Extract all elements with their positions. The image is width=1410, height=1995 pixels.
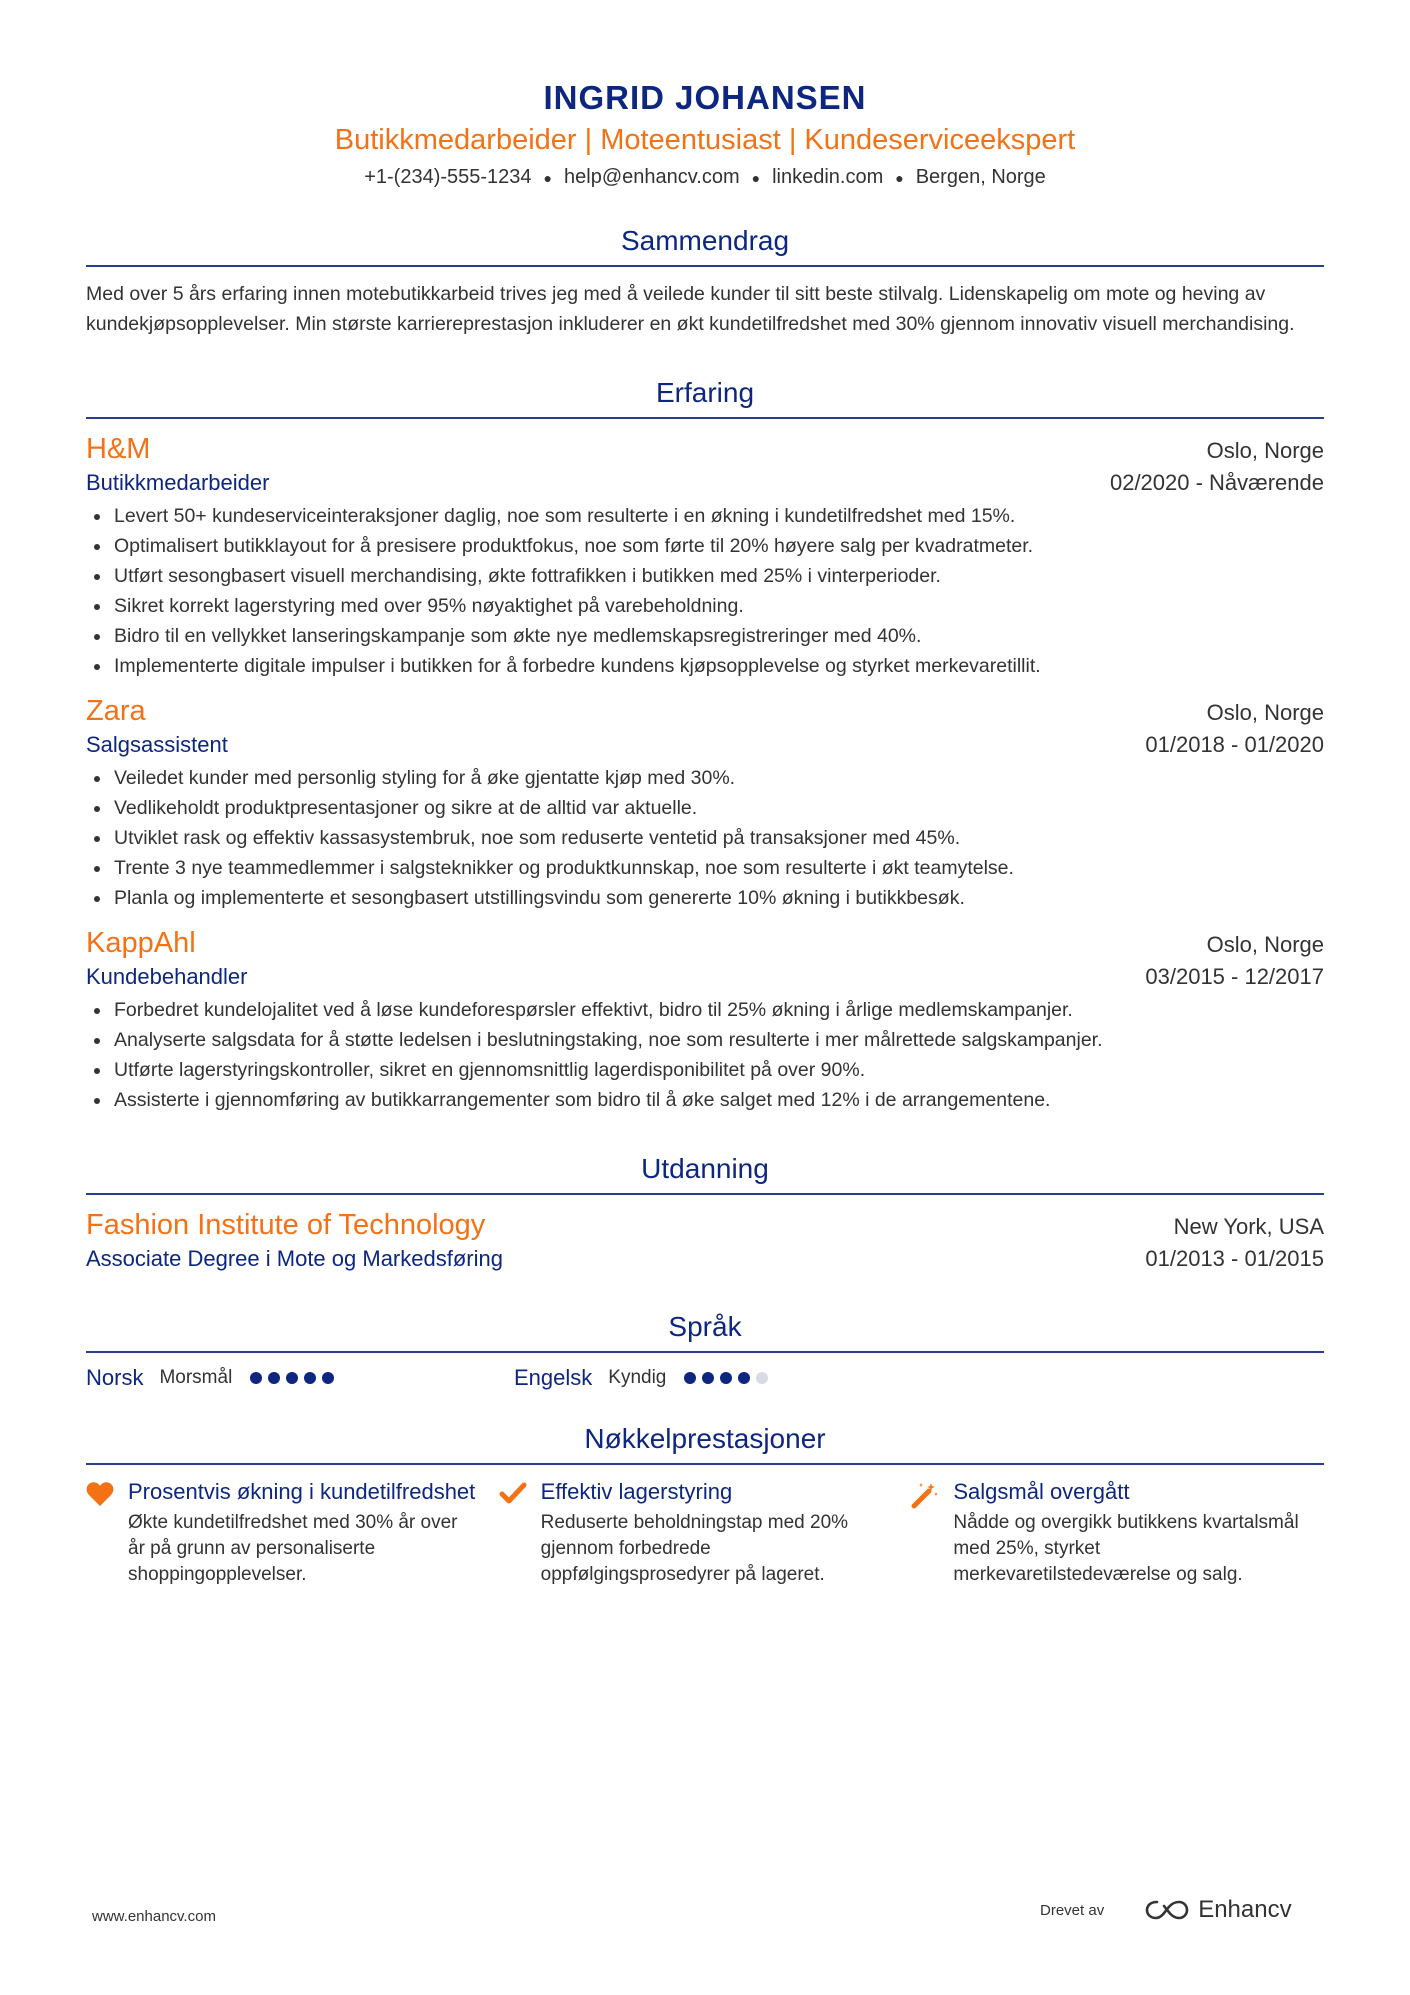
degree: Associate Degree i Mote og Markedsføring: [86, 1245, 503, 1271]
section-title: Språk: [86, 1307, 1324, 1353]
job-bullets: [86, 763, 1324, 913]
resume-header: [86, 0, 1324, 191]
resume-page: [86, 0, 1324, 1588]
rating-dot-filled: [322, 1372, 334, 1384]
bullet-item: Levert 50+ kundeserviceinteraksjoner daglig, noe som resulterte i en økning i kundetilfredshet med 15%.: [114, 501, 1324, 531]
language-item: [514, 1365, 942, 1391]
language-level: Morsmål: [159, 1366, 233, 1388]
language-item: [86, 1365, 514, 1391]
job-bullets: [86, 995, 1324, 1115]
section-title: Nøkkelprestasjoner: [86, 1419, 1324, 1465]
language-list: [86, 1365, 1324, 1391]
bullet-item: Forbedret kundelojalitet ved å løse kundeforespørsler effektivt, bidro til 25% økning i årlige medlemskampanjer.: [114, 995, 1324, 1025]
job-header-row: [86, 693, 1324, 729]
heart-icon: [86, 1477, 128, 1588]
education-header-row: [86, 1207, 1324, 1243]
rating-dot-filled: [268, 1372, 280, 1384]
separator-dot: ●: [751, 169, 761, 186]
achievements-section: [86, 1419, 1324, 1588]
job-location: Oslo, Norge: [1206, 437, 1324, 463]
linkedin-link[interactable]: linkedin.com: [772, 166, 884, 188]
language-level: Kyndig: [608, 1366, 667, 1388]
rating-dot-filled: [684, 1372, 696, 1384]
magic-wand-icon: [911, 1477, 953, 1588]
achievement-desc: Økte kundetilfredshet med 30% år over år på grunn av personaliserte shoppingopplevelser.: [128, 1511, 458, 1585]
bullet-item: Analyserte salgsdata for å støtte ledelsen i beslutningstaking, noe som resulterte i mer målrettede salgskampanjer.: [114, 1025, 1324, 1055]
job-role: Salgsassistent: [86, 731, 228, 757]
bullet-item: Trente 3 nye teammedlemmer i salgsteknikker og produktkunnskap, noe som resulterte i økt teamytelse.: [114, 853, 1324, 883]
bullet-item: Utført sesongbasert visuell merchandising, økte fottrafikken i butikken med 25% i vinterperioder.: [114, 561, 1324, 591]
job-role-row: [86, 961, 1324, 993]
powered-by-label: Drevet av: [1040, 1901, 1105, 1919]
education-entry: [86, 1207, 1324, 1275]
footer-branding: [1040, 1896, 1292, 1924]
languages-section: [86, 1307, 1324, 1391]
bullet-item: Bidro til en vellykket lanseringskampanje som økte nye medlemskapsregistreringer med 40%.: [114, 621, 1324, 651]
job-role: Butikkmedarbeider: [86, 469, 270, 495]
contact-line: [86, 164, 1324, 191]
rating-dot-filled: [738, 1372, 750, 1384]
bullet-item: Utførte lagerstyringskontroller, sikret en gjennomsnittlig lagerdisponibilitet på over 90%.: [114, 1055, 1324, 1085]
location: Bergen, Norge: [915, 166, 1046, 188]
brand-name: Enhancv: [1198, 1896, 1292, 1923]
check-icon: [499, 1477, 541, 1588]
achievement-title: Effektiv lagerstyring: [540, 1478, 733, 1504]
job-role: Kundebehandler: [86, 963, 248, 989]
language-rating: [684, 1372, 774, 1384]
rating-dot-filled: [286, 1372, 298, 1384]
bullet-item: Veiledet kunder med personlig styling for å øke gjentatte kjøp med 30%.: [114, 763, 1324, 793]
job-bullets: [86, 501, 1324, 681]
phone: +1-(234)-555-1234: [364, 166, 532, 188]
summary-section: [86, 221, 1324, 339]
email-link[interactable]: help@enhancv.com: [564, 166, 740, 188]
footer-website[interactable]: www.enhancv.com: [92, 1908, 216, 1925]
job-entry: [86, 925, 1324, 1115]
achievement-desc: Nådde og overgikk butikkens kvartalsmål med 25%, styrket merkevaretilstedeværelse og salg.: [953, 1511, 1299, 1585]
language-rating: [250, 1372, 340, 1384]
bullet-item: Sikret korrekt lagerstyring med over 95% nøyaktighet på varebeholdning.: [114, 591, 1324, 621]
job-header-row: [86, 925, 1324, 961]
rating-dot-filled: [702, 1372, 714, 1384]
education-section: [86, 1149, 1324, 1275]
education-degree-row: [86, 1243, 1324, 1275]
school-name: Fashion Institute of Technology: [86, 1208, 486, 1241]
section-title: Erfaring: [86, 373, 1324, 419]
brand-logo[interactable]: [1144, 1896, 1291, 1924]
achievement-title: Salgsmål overgått: [953, 1478, 1130, 1504]
job-dates: 02/2020 - Nåværende: [1109, 469, 1324, 495]
achievement-item: [86, 1477, 499, 1588]
job-dates: 03/2015 - 12/2017: [1145, 963, 1324, 989]
achievement-desc: Reduserte beholdningstap med 20% gjennom forbedrede oppfølgingsprosedyrer på lageret.: [540, 1511, 849, 1585]
job-header-row: [86, 431, 1324, 467]
job-dates: 01/2018 - 01/2020: [1145, 731, 1324, 757]
bullet-item: Implementerte digitale impulser i butikken for å forbedre kundens kjøpsopplevelse og styrket merkevaretillit.: [114, 651, 1324, 681]
achievement-body: [953, 1477, 1303, 1588]
job-location: Oslo, Norge: [1206, 699, 1324, 725]
bullet-item: Planla og implementerte et sesongbasert utstillingsvindu som genererte 10% økning i butikkbesøk.: [114, 883, 1324, 913]
achievement-item: [499, 1477, 912, 1588]
experience-section: [86, 373, 1324, 1115]
achievement-body: [541, 1477, 891, 1588]
job-role-row: [86, 467, 1324, 499]
bullet-item: Optimalisert butikklayout for å presisere produktfokus, noe som førte til 20% høyere salg per kvadratmeter.: [114, 531, 1324, 561]
section-title: Utdanning: [86, 1149, 1324, 1195]
summary-text: Med over 5 års erfaring innen motebutikkarbeid trives jeg med å veilede kunder til sitt beste stilvalg. Lidenskapelig om mote og heving av kundekjøpsopplevelser. Min største karriereprestasjon inkluderer en økt kundetilfredshet med 30% gjennom innovativ visuell merchandising.: [86, 282, 1295, 335]
job-location: Oslo, Norge: [1206, 931, 1324, 957]
separator-dot: ●: [543, 169, 553, 186]
rating-dot-filled: [250, 1372, 262, 1384]
rating-dot-empty: [756, 1372, 768, 1384]
language-name: Engelsk: [514, 1364, 593, 1390]
separator-dot: ●: [895, 169, 904, 186]
job-entry: [86, 431, 1324, 681]
rating-dot-filled: [304, 1372, 316, 1384]
job-role-row: [86, 729, 1324, 761]
achievement-list: [86, 1477, 1324, 1588]
bullet-item: Vedlikeholdt produktpresentasjoner og sikre at de alltid var aktuelle.: [114, 793, 1324, 823]
job-entry: [86, 693, 1324, 913]
candidate-subtitle: Butikkmedarbeider | Moteentusiast | Kundeserviceekspert: [334, 124, 1076, 156]
bullet-item: Assisterte i gjennomføring av butikkarrangementer som bidro til å øke salget med 12% i de arrangementene.: [114, 1085, 1324, 1115]
education-dates: 01/2013 - 01/2015: [1145, 1245, 1324, 1271]
bullet-item: Utviklet rask og effektiv kassasystembruk, noe som reduserte ventetid på transaksjoner med 45%.: [114, 823, 1324, 853]
section-title: Sammendrag: [86, 221, 1324, 267]
achievement-title: Prosentvis økning i kundetilfredshet: [128, 1478, 476, 1504]
rating-dot-filled: [720, 1372, 732, 1384]
company-name: Zara: [86, 694, 146, 727]
company-name: H&M: [86, 432, 151, 465]
candidate-name: INGRID JOHANSEN: [543, 79, 867, 116]
enhancv-logo-icon: [1144, 1898, 1190, 1922]
language-name: Norsk: [86, 1364, 144, 1390]
achievement-body: [128, 1477, 478, 1588]
achievement-item: [911, 1477, 1324, 1588]
company-name: KappAhl: [86, 926, 196, 959]
school-location: New York, USA: [1173, 1213, 1324, 1239]
